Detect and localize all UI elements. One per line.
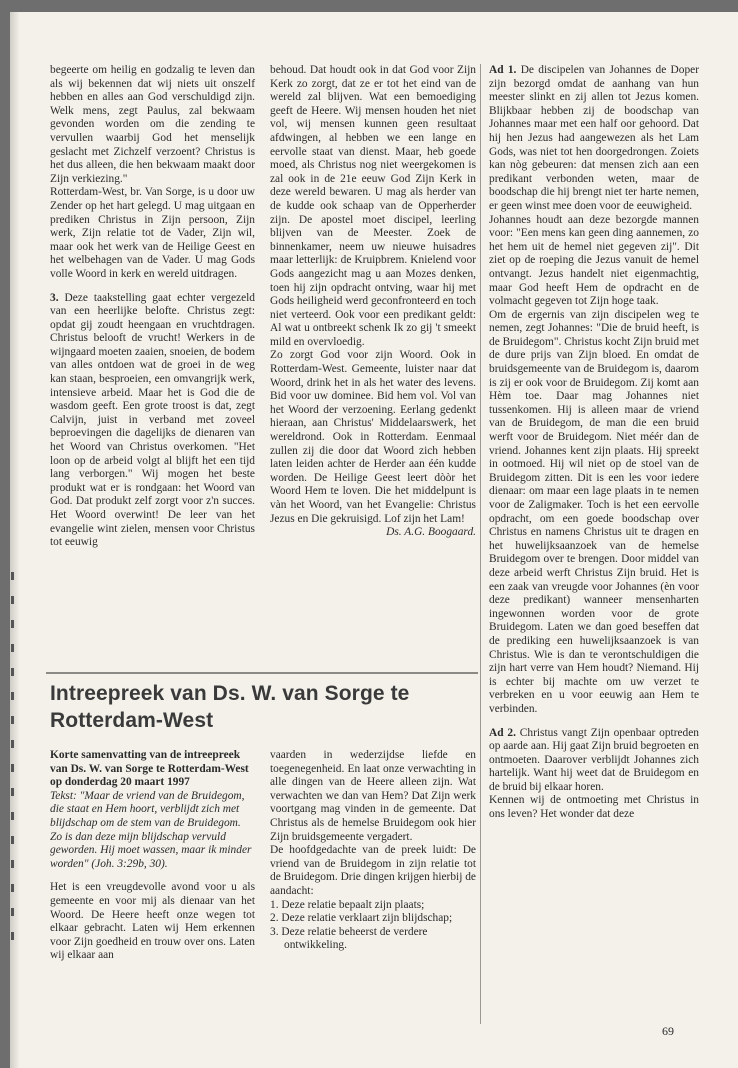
article-intro: Het is een vreugdevolle avond voor u als gemeente en voor mij als dienaar van het Woord. De Heere heeft onze wegen tot elkaar gebracht. Laten wij Hem erkennen voor Zijn goedheid en trouw over ons. Laten wij elkaar aan [50,881,255,962]
section-divider [46,672,478,674]
col1-paragraph-3 [50,292,255,550]
margin-bleed-marks [10,572,16,992]
point-3-text: Deze taakstelling gaat echter vergezeld van een heerlijke belofte. Christus zegt: opdat gij zoudt heengaan en vruchtdragen. Christus belooft de vrucht! Werkers in de wijngaard moeten zaaien, snoeien, de bodem van alles ontdoen wat de groei in de weg kan staan, besproeien, een omvangrijk werk, intensieve arbeid. Maar het is God die de wasdom geeft. Een grote troost is dat, zegt Calvijn, juist in verband met zoveel beproevingen die dagelijks de dienaren van het Woord van Christus overkomen. "Het loon op de arbeid volgt al blijft het een tijd lang verborgen." Wij mogen het beste produkt wat er is rondgaan: het Woord van God. Dat produkt zelf zorgt voor z'n succes. Het Woord overwint! De leer van het evangelie wint zielen, mensen voor Christus tot eeuwig [50,291,255,549]
ad1-text: De discipelen van Johannes de Doper zijn bezorgd omdat de aanhang van hun meester slinkt en zij allen tot Jezus komen. Blijkbaar hebben zij de boodschap van Johannes maar met een half oor gehoord. Dat hij hen Jezus had aangewezen als het Lam Gods, was niet tot hen doorgedrongen. Zoiets kan nòg gebeuren: dat mensen zich aan een predikant verbonden weten, maar de boodschap die hij brengt niet ter harte nemen, er geen winst mee doen voor de eeuwigheid. [489,64,700,212]
document-page [10,12,738,1068]
scripture-text: Tekst: "Maar de vriend van de Bruidegom, die staat en Hem hoort, verblijdt zich met blijdschap om de stem van de Bruidegom. Zo is dan deze mijn blijdschap vervuld geworden. Hij moet wassen, maar ik minder worden" (Joh. 3:29b, 30). [50,789,252,870]
page-number: 69 [662,1024,674,1038]
article-column-2 [270,749,476,953]
author-signature: Ds. A.G. Boogaard. [386,526,476,539]
article-column-1 [50,749,255,963]
ad2-text: Christus vangt Zijn openbaar optreden op aarde aan. Hij gaat Zijn bruid begroeten en ontmoeten. Daarover verblijdt Johannes zich hartelijk. Want hij weet dat de Bruidegom en de bruid bij elkaar horen. [489,726,699,793]
ad2-paragraph-1 [489,727,699,795]
col2-paragraph-2: Zo zorgt God voor zijn Woord. Ook in Rotterdam-West. Gemeente, luister naar dat Woord, drink het in als het water des levens. Bid voor uw dominee. Bid hem vol. Vol van het Woord der verzoening. Eerlang gedenkt hieraan, aan Christus' Middelaarswerk, het wereldrond. Ook in Rotterdam. Eenmaal zullen zij die door dat Woord zich hebben laten leiden achter de Herder aan één kudde worden. De Heilige Geest leert dòòr het Woord Hem te loven. Die het middelpunt is vàn het Woord, van het Evangelie: Christus Jezus en Die gekruisigd. Lof zijn het Lam! [270,349,476,525]
column-divider [480,64,481,1024]
column-1 [50,64,255,550]
ad1-paragraph-1 [489,64,699,214]
article-paragraph-1: vaarden in wederzijdse liefde en toegenegenheid. En laat onze verwachting in alle dingen van de Heere alleen zijn. Wat verwachten we dan van Hem? Dat Zijn werk voortgang mag vinden in de gemeente. Dat Christus als de hemelse Bruidegom ook hier Zijn bruidsgemeente vergadert. [270,749,476,843]
sermon-point: 3. Deze relatie beheerst de verdere ontwikkeling. [270,925,428,952]
col1-paragraph-2: Rotterdam-West, br. Van Sorge, is u door uw Zender op het hart gelegd. U mag uitgaan en prediken Christus in Zijn persoon, Zijn werk, Zijn relatie tot de Vader, Zijn wil, maar ook het werk van de Heilige Geest en het welbehagen van de Vader. U mag Gods volle Woord in kerk en wereld uitdragen. [50,186,255,280]
ad1-paragraph-2: Johannes houdt aan deze bezorgde mannen voor: "Een mens kan geen ding aannemen, zo het hem uit de hemel niet gegeven zij". Dit ziet op de roeping die Jezus vanuit de hemel ontvangt. Jezus handelt niet eigenmachtig, maar God heeft Hem de opdracht en de volmacht gegeven tot Zijn hoge taak. [489,213,699,308]
sermon-point: 1. Deze relatie bepaalt zijn plaats; [270,898,425,911]
sermon-point: 2. Deze relatie verklaart zijn blijdschap; [270,912,453,925]
column-3 [489,64,699,822]
article-headline: Intreepreek van Ds. W. van Sorge te Rotterdam-West [50,682,410,732]
article-paragraph-2: De hoofdgedachte van de preek luidt: De vriend van de Bruidegom in zijn relatie tot de Bruidegom. Drie dingen krijgen hierbij de aandacht: [270,844,476,897]
column-2 [270,64,476,540]
ad1-label: Ad 1. [489,64,517,76]
sermon-points-list [270,899,476,953]
article-subtitle: Korte samenvatting van de intreepreek van Ds. W. van Sorge te Rotterdam-West op donderdag 20 maart 1997 [50,749,249,789]
point-3-label: 3. [50,291,59,304]
ad2-paragraph-2: Kennen wij de ontmoeting met Christus in ons leven? Het wonder dat deze [489,794,699,821]
ad2-label: Ad 2. [489,726,516,739]
ad1-paragraph-3: Om de ergernis van zijn discipelen weg te nemen, zegt Johannes: "Die de bruid heeft, is de Bruidegom". Christus kocht Zijn bruid met de dure prijs van Zijn bloed. En omdat de bruidsgemeente van de Bruidegom is, daarom is zij er ook voor de Bruidegom. Zij komt aan Hèm toe. Daar mag Johannes niet tussenkomen. Hij is alleen maar de vriend van de Bruidegom, de man die een bruid werft voor de Bruidegom. Niet méér dan de vriend. Johannes kent zijn plaats. Hij spreekt in ootmoed. Hij wil niet op de stoel van de Bruidegom zitten. Dit is een les voor iedere dienaar: om maar een lage plaats in te nemen voor de Zaligmaker. Toch is het een eervolle opdracht, om een goede boodschap over Christus en namens Christus uit te dragen en het huwelijksaanzoek van de hemelse Bruidegom over te brengen. Door middel van deze arbeid werft Christus Zijn bruid. Het is een zaak van vreugde voor Johannes (èn voor deze predikant) wanneer mensenharten ingewonnen worden voor de grote Bruidegom. Laten we dan goed beseffen dat de prediking een huwelijksaanzoek is van Christus. Wie is dan te verontschuldigen die zijn hart verre van Hem houdt? Niemand. Hij is echter bij machte om uw verzet te verbreken en u voor eeuwig aan Hem te verbinden. [489,308,699,715]
col1-paragraph-1: begeerte om heilig en godzalig te leven dan als wij bekennen dat wij niets uit onszelf hebben en alles aan God verschuldigd zijn. Welk mens, zegt Paulus, zal bekwaam gevonden worden om die zending te vervullen waarbij God het menselijk geslacht met Zichzelf verzoent? Christus is het dus alleen, die hen bekwaam maakt door Zijn verkiezing." [50,64,255,185]
col2-paragraph-1: behoud. Dat houdt ook in dat God voor Zijn Kerk zo zorgt, dat ze er tot het eind van de wereld zal blijven. Wat een bemoediging geeft de Heere. Wij mensen houden het niet vol, wij mensen kunnen geen resultaat afdwingen, al hebben we een lange en eervolle staat van dienst. Maar, heb goede moed, als Christus nog niet weergekomen is zal ook in de 21e eeuw God Zijn Kerk in deze wereld bewaren. U mag als herder van de kudde ook schaap van de Opperherder zijn. De apostel moet discipel, leerling blijven van de Meester. Zoek de binnenkamer, neem uw nieuwe huisadres maar letterlijk: de Kruipbrem. Knielend voor Gods aangezicht mag u aan Mozes denken, toen hij zijn opdracht ontving, waar hij met Gods heiligheid werd geconfronteerd en toch niet verteerd. Ook voor een predikant geldt: Al wat u ontbreekt schenk Ik zo gij 't smeekt mild en overvloedig. [270,64,476,348]
